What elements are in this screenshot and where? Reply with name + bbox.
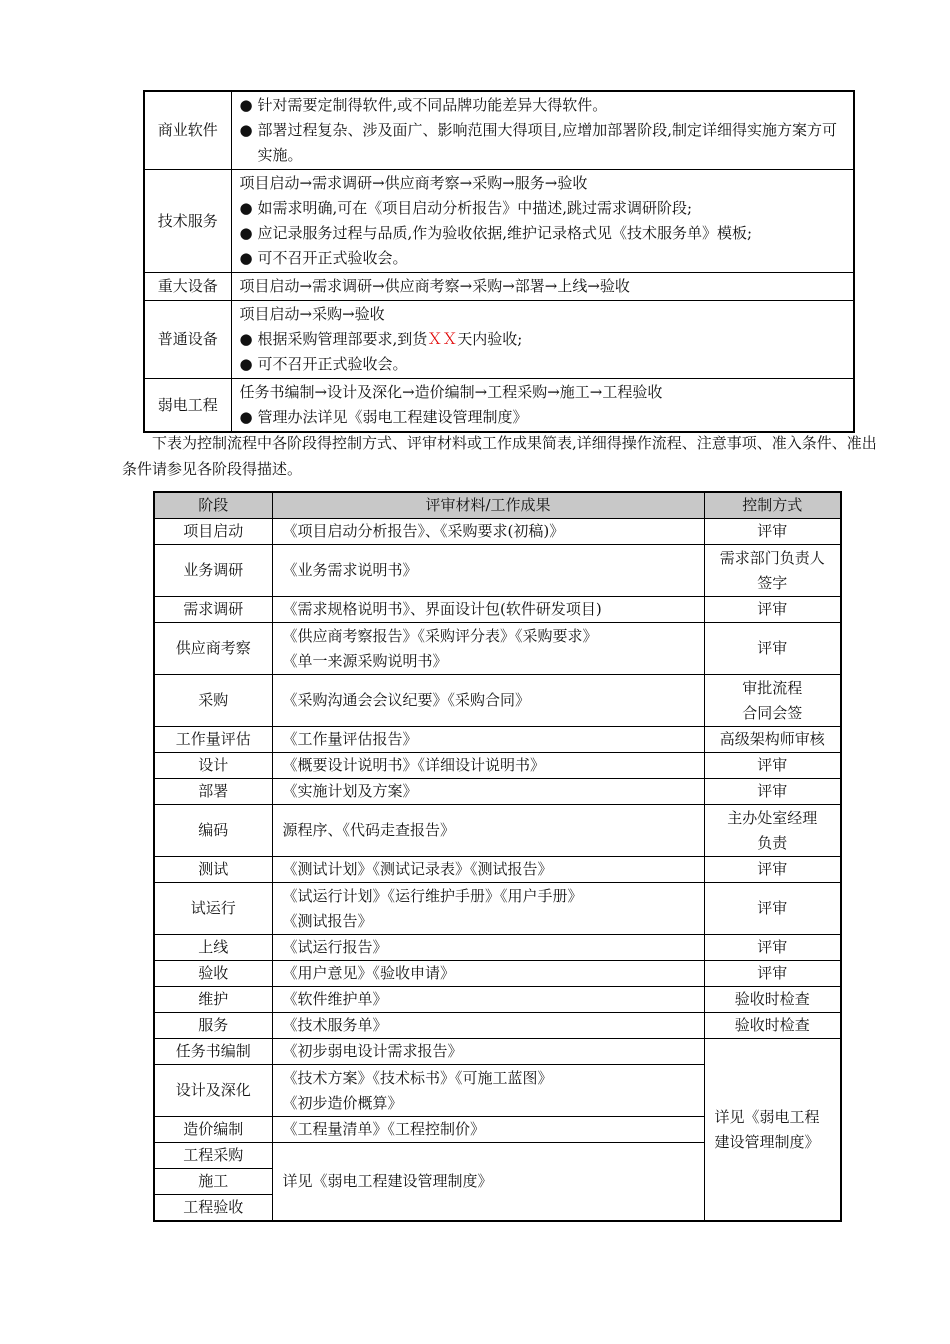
control-line: 需求部门负责人: [719, 548, 825, 567]
control-cell: [704, 545, 841, 597]
control-line: 评审: [757, 600, 788, 618]
material-line: 《初步造价概算》: [282, 1093, 403, 1112]
table-row: [154, 805, 841, 857]
stage-cell: 验收: [154, 961, 272, 987]
control-cell: [704, 857, 841, 883]
stage-cell: 项目启动: [154, 519, 272, 545]
stage-cell: 工程验收: [154, 1195, 272, 1222]
header-control: 控制方式: [704, 492, 841, 519]
material-cell: [272, 857, 704, 883]
material-cell: [272, 545, 704, 597]
material-line: 《技术方案》《技术标书》《可施工蓝图》: [282, 1068, 553, 1087]
control-cell: [704, 779, 841, 805]
bullet-item: ● 部署过程复杂、涉及面广、影响范围大得项目,应增加部署阶段,制定详细得实施方案方可实施。: [239, 121, 838, 164]
table-row: [154, 883, 841, 935]
flow-line: 项目启动→采购→验收: [239, 305, 385, 323]
stage-cell: 造价编制: [154, 1117, 272, 1143]
stage-cell: 工作量评估: [154, 727, 272, 753]
control-cell: [704, 805, 841, 857]
control-line: 评审: [757, 782, 788, 800]
stage-cell: 服务: [154, 1013, 272, 1039]
flow-line: 任务书编制→设计及深化→造价编制→工程采购→施工→工程验收: [239, 383, 663, 401]
table-row: [154, 1013, 841, 1039]
stage-cell: 采购: [154, 675, 272, 727]
control-line: 详见《弱电工程: [714, 1107, 820, 1126]
bullet-item: ● 针对需要定制得软件,或不同品牌功能差异大得软件。: [239, 96, 608, 114]
process-key: 技术服务: [144, 170, 231, 273]
material-cell: [272, 961, 704, 987]
table-row: [154, 727, 841, 753]
process-content: [231, 91, 854, 170]
material-line: 《需求规格说明书》、界面设计包(软件研发项目): [282, 600, 602, 618]
table-row: [154, 675, 841, 727]
process-key: 重大设备: [144, 273, 231, 301]
material-line: 《技术服务单》: [282, 1016, 388, 1034]
material-line: 《软件维护单》: [282, 990, 388, 1008]
control-line: 主办处室经理: [727, 808, 818, 827]
process-row: [144, 379, 854, 433]
control-cell: [704, 961, 841, 987]
table-row: [154, 753, 841, 779]
material-cell: [272, 1065, 704, 1117]
table-row: [154, 545, 841, 597]
material-cell: [272, 1013, 704, 1039]
header-stage: 阶段: [154, 492, 272, 519]
control-line: 负责: [757, 833, 788, 852]
material-cell: [272, 1117, 704, 1143]
header-material: 评审材料/工作成果: [272, 492, 704, 519]
control-line: 验收时检查: [734, 1016, 810, 1034]
control-cell: [704, 1013, 841, 1039]
control-cell: [704, 597, 841, 623]
control-line: 审批流程: [742, 678, 803, 697]
control-line: 合同会签: [742, 703, 803, 722]
material-line: 《项目启动分析报告》、《采购要求(初稿)》: [282, 522, 565, 540]
control-cell: [704, 883, 841, 935]
stage-cell: 供应商考察: [154, 623, 272, 675]
stage-cell: 编码: [154, 805, 272, 857]
table-row: [154, 519, 841, 545]
material-cell: [272, 675, 704, 727]
process-content: [231, 379, 854, 433]
material-line: 《测试计划》《测试记录表》《测试报告》: [282, 860, 553, 878]
bullet-item: ● 可不召开正式验收会。: [239, 249, 408, 267]
table-row: [154, 935, 841, 961]
material-cell: [272, 1039, 704, 1065]
process-content: [231, 170, 854, 273]
material-line: 《概要设计说明书》《详细设计说明书》: [282, 756, 546, 774]
stage-cell: 部署: [154, 779, 272, 805]
process-content: [231, 301, 854, 379]
material-line: 《用户意见》《验收申请》: [282, 964, 456, 982]
material-line: 《采购沟通会会议纪要》《采购合同》: [282, 691, 531, 709]
bullet-item: ● 应记录服务过程与品质,作为验收依据,维护记录格式见《技术服务单》模板;: [239, 224, 753, 242]
table-row: [154, 857, 841, 883]
placeholder-days: ＸＸ: [427, 330, 458, 348]
process-row: [144, 91, 854, 170]
stage-cell: 试运行: [154, 883, 272, 935]
control-line: 建设管理制度》: [714, 1132, 820, 1151]
table-row: [154, 597, 841, 623]
material-cell: [272, 727, 704, 753]
control-line: 评审: [757, 938, 788, 956]
material-cell: [272, 623, 704, 675]
control-line: 高级架构师审核: [719, 730, 825, 748]
stage-cell: 业务调研: [154, 545, 272, 597]
material-line: 《工程量清单》《工程控制价》: [282, 1120, 486, 1138]
stage-cell: 测试: [154, 857, 272, 883]
material-line: 《试运行计划》《运行维护手册》《用户手册》: [282, 886, 583, 905]
flow-line: 项目启动→需求调研→供应商考察→采购→服务→验收: [239, 174, 588, 192]
table-row: [154, 779, 841, 805]
bullet-item: ● 可不召开正式验收会。: [239, 355, 408, 373]
control-cell: [704, 753, 841, 779]
control-table: [153, 491, 842, 1222]
material-cell: [272, 987, 704, 1013]
control-line: 签字: [757, 573, 788, 592]
material-line: 《工作量评估报告》: [282, 730, 418, 748]
material-line: 源程序、《代码走查报告》: [282, 821, 456, 839]
table-row: [154, 961, 841, 987]
material-line: 《业务需求说明书》: [282, 561, 418, 579]
control-cell: [704, 623, 841, 675]
control-cell: [704, 727, 841, 753]
stage-cell: 任务书编制: [154, 1039, 272, 1065]
control-cell: [704, 675, 841, 727]
bullet-item: ● 根据采购管理部要求,到货ＸＸ天内验收;: [239, 330, 523, 348]
process-key: 普通设备: [144, 301, 231, 379]
control-line: 评审: [757, 639, 788, 657]
control-cell: [704, 935, 841, 961]
material-line: 《实施计划及方案》: [282, 782, 418, 800]
process-key: 商业软件: [144, 91, 231, 170]
bullet-item: ● 如需求明确,可在《项目启动分析报告》中描述,跳过需求调研阶段;: [239, 199, 693, 217]
material-cell-merged: 详见《弱电工程建设管理制度》: [272, 1143, 704, 1222]
material-cell: [272, 805, 704, 857]
material-cell: [272, 753, 704, 779]
control-cell-merged: [704, 1039, 841, 1222]
table-row: [154, 987, 841, 1013]
control-table-header: [154, 492, 841, 519]
material-cell: [272, 779, 704, 805]
bullet-item: ● 管理办法详见《弱电工程建设管理制度》: [239, 408, 528, 426]
stage-cell: 需求调研: [154, 597, 272, 623]
stage-cell: 设计及深化: [154, 1065, 272, 1117]
flow-line: 项目启动→需求调研→供应商考察→采购→部署→上线→验收: [239, 277, 630, 295]
process-table: [143, 90, 855, 433]
stage-cell: 设计: [154, 753, 272, 779]
stage-cell: 维护: [154, 987, 272, 1013]
table-row: [154, 1039, 841, 1065]
material-cell: [272, 597, 704, 623]
control-line: 评审: [757, 860, 788, 878]
stage-cell: 施工: [154, 1169, 272, 1195]
process-row: [144, 170, 854, 273]
control-line: 评审: [757, 522, 788, 540]
control-line: 评审: [757, 756, 788, 774]
table-row: [154, 623, 841, 675]
process-row: [144, 273, 854, 301]
stage-cell: 工程采购: [154, 1143, 272, 1169]
control-cell: [704, 519, 841, 545]
control-line: 评审: [757, 899, 788, 917]
material-cell: [272, 935, 704, 961]
control-line: 评审: [757, 964, 788, 982]
control-line: 验收时检查: [734, 990, 810, 1008]
material-line: 《初步弱电设计需求报告》: [282, 1042, 463, 1060]
description-paragraph: 下表为控制流程中各阶段得控制方式、评审材料或工作成果简表,详细得操作流程、注意事项、准入条件、准出条件请参见各阶段得描述。: [122, 434, 877, 478]
material-line: 《试运行报告》: [282, 938, 388, 956]
material-cell: [272, 519, 704, 545]
material-line: 《测试报告》: [282, 911, 373, 930]
process-content: [231, 273, 854, 301]
material-cell: [272, 883, 704, 935]
process-key: 弱电工程: [144, 379, 231, 433]
process-row: [144, 301, 854, 379]
material-line: 《供应商考察报告》《采购评分表》《采购要求》: [282, 626, 598, 645]
material-line: 《单一来源采购说明书》: [282, 651, 448, 670]
control-cell: [704, 987, 841, 1013]
stage-cell: 上线: [154, 935, 272, 961]
